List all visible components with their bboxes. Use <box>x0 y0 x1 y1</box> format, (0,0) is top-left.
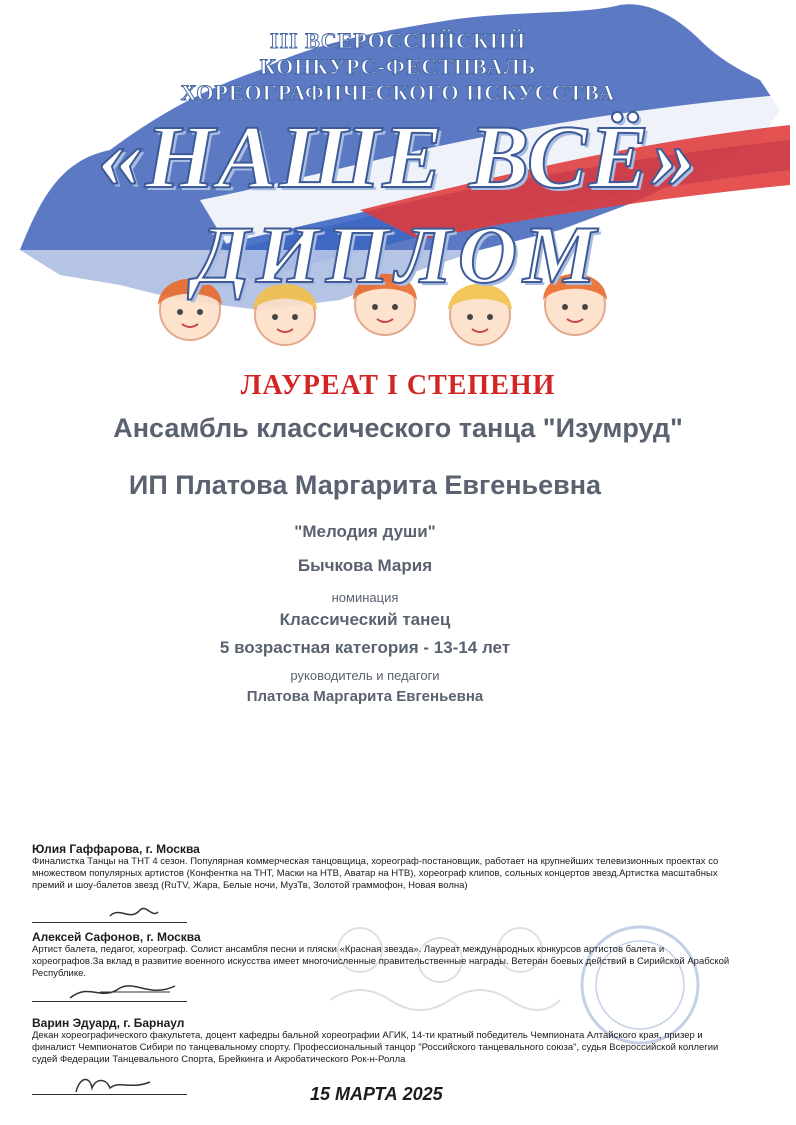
piece-title: "Мелодия души" <box>294 522 436 541</box>
jury-description: Артист балета, педагог, хореограф. Солист ансамбля песни и пляски «Красная звезда». Лауреат международных конкурсов артистов балета и хореографов.За вклад в развитие военного искусства имеет многочисленные правительственные награды. Ветеран боевых действий в Сирийской Арабской Республике. <box>32 944 730 979</box>
festival-name: «НАШЕ ВСЁ» <box>98 108 698 207</box>
document-title: ДИПЛОМ <box>194 209 602 300</box>
signature-line <box>32 1001 187 1002</box>
jury-name: Алексей Сафонов, г. Москва <box>32 930 201 944</box>
festival-header <box>0 28 796 106</box>
ensemble-name: Ансамбль классического танца "Изумруд" <box>113 413 683 443</box>
festival-line-3: ХОРЕОГРАФИЧЕСКОГО ИСКУССТВА <box>180 80 616 105</box>
signature-3 <box>40 1070 160 1096</box>
signature-line <box>32 922 187 923</box>
festival-line-2: КОНКУРС-ФЕСТИВАЛЬ <box>259 54 537 79</box>
organization-name: ИП Платова Маргарита Евгеньевна <box>128 470 602 500</box>
signature-line <box>32 1094 187 1095</box>
award-title: ЛАУРЕАТ I СТЕПЕНИ <box>240 370 556 401</box>
jury-member <box>32 930 732 980</box>
nomination-label: номинация <box>331 590 399 605</box>
jury-member <box>32 842 732 892</box>
leaders-label: руководитель и педагоги <box>290 668 440 683</box>
diploma-date: 15 МАРТА 2025 <box>310 1084 443 1104</box>
jury-name: Юлия Гаффарова, г. Москва <box>32 842 200 856</box>
jury-name: Варин Эдуард, г. Барнаул <box>32 1016 185 1030</box>
festival-line-1: III ВСЕРОССИЙСКИЙ <box>269 28 527 53</box>
nomination-value: Классический танец <box>279 610 451 629</box>
jury-description: Декан хореографического факультета, доцент кафедры бальной хореографии АГИК, 14-ти кратный победитель Чемпионата Алтайского края, призер и финалист Чемпионатов Сибири по танцевальному спорту. Профессиональный танцор "Российского танцевального союза", судья Всероссийской коллегии судей Федерации Танцевального Спорта, Брейкинга и Акробатического Рок-н-Ролла <box>32 1030 719 1065</box>
age-category: 5 возрастная категория - 13-14 лет <box>219 638 511 657</box>
leaders-value: Платова Маргарита Евгеньевна <box>246 688 484 705</box>
jury-description: Финалистка Танцы на ТНТ 4 сезон. Популярная коммерческая танцовщица, хореограф-постановщик, работает на крупнейших телевизионных проектах со множеством популярных артистов (Конфентка на ТНТ, Маски на НТВ, Аватар на НТВ), хореограф клипов, сольных концертов звезд.Артистка масштабных премий и шоу-балетов звезд (RuTV, Жара, Белые ночи, МузТв, Золотой граммофон, Новая волна) <box>32 856 719 891</box>
jury-member <box>32 1016 732 1066</box>
participant-name: Бычкова Мария <box>297 556 433 575</box>
